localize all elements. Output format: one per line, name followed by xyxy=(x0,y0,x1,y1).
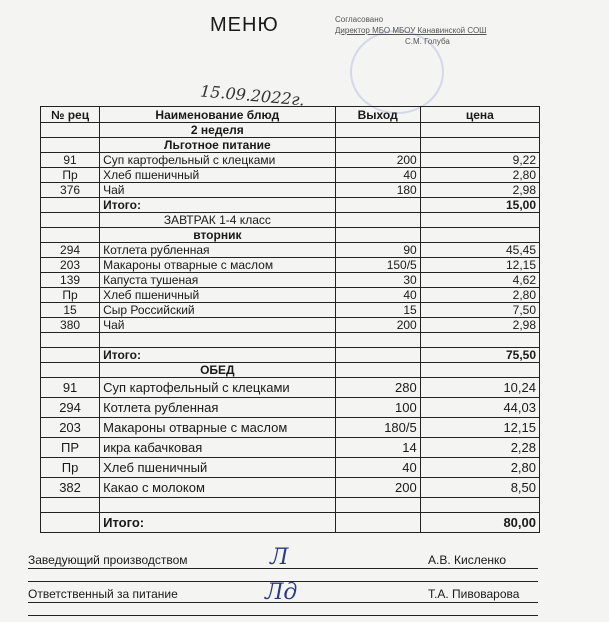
recipe-number: Пр xyxy=(41,288,100,303)
portion-output: 180 xyxy=(335,183,420,198)
recipe-number: 294 xyxy=(41,243,100,258)
recipe-number: 376 xyxy=(41,183,100,198)
table-row xyxy=(41,168,540,183)
section-title: ЗАВТРАК 1-4 класс xyxy=(100,213,335,228)
spacer-row xyxy=(41,498,540,513)
total-row xyxy=(41,348,540,363)
handwritten-signature: Л xyxy=(270,545,289,570)
dish-name: Капуста тушеная xyxy=(100,273,335,288)
table-row xyxy=(41,318,540,333)
col-header-name: Наименование блюд xyxy=(100,107,335,123)
total-value: 80,00 xyxy=(420,513,539,533)
col-header-price: цена xyxy=(420,107,539,123)
approval-line: С.М. Голуба xyxy=(405,37,450,46)
recipe-number: ПР xyxy=(41,438,100,458)
section-title: ОБЕД xyxy=(100,363,335,378)
table-row xyxy=(41,458,540,478)
portion-output: 180/5 xyxy=(335,418,420,438)
dish-name: Сыр Российский xyxy=(100,303,335,318)
table-row xyxy=(41,288,540,303)
week-label: 2 неделя xyxy=(100,123,335,138)
total-value: 75,50 xyxy=(420,348,539,363)
table-row xyxy=(41,183,540,198)
dish-price: 2,28 xyxy=(420,438,539,458)
dish-name: Чай xyxy=(100,183,335,198)
handwritten-date: 15.09.2022г. xyxy=(199,81,306,110)
portion-output: 40 xyxy=(335,288,420,303)
portion-output: 200 xyxy=(335,318,420,333)
dish-name: Хлеб пшеничный xyxy=(100,168,335,183)
total-value: 15,00 xyxy=(420,198,539,213)
dish-name: Макароны отварные с маслом xyxy=(100,418,335,438)
portion-output: 15 xyxy=(335,303,420,318)
dish-price: 10,24 xyxy=(420,378,539,398)
dish-price: 45,45 xyxy=(420,243,539,258)
signature-label: Ответственный за питание xyxy=(28,587,178,601)
signature-name: Т.А. Пивоварова xyxy=(428,587,520,601)
dish-price: 9,22 xyxy=(420,153,539,168)
table-row xyxy=(41,398,540,418)
dish-price: 2,80 xyxy=(420,168,539,183)
dish-name: Хлеб пшеничный xyxy=(100,458,335,478)
recipe-number: Пр xyxy=(41,168,100,183)
portion-output: 14 xyxy=(335,438,420,458)
spacer-row xyxy=(41,333,540,348)
approval-block xyxy=(335,14,535,47)
recipe-number: 91 xyxy=(41,153,100,168)
dish-price: 8,50 xyxy=(420,478,539,498)
dish-price: 12,15 xyxy=(420,258,539,273)
dish-price: 4,62 xyxy=(420,273,539,288)
approval-line: Директор МБО МБОУ Канавинской СОШ xyxy=(335,26,487,35)
dish-name: Макароны отварные с маслом xyxy=(100,258,335,273)
portion-output: 150/5 xyxy=(335,258,420,273)
table-row xyxy=(41,243,540,258)
dish-price: 2,98 xyxy=(420,318,539,333)
day-label: вторник xyxy=(100,228,335,243)
portion-output: 200 xyxy=(335,478,420,498)
col-header-output: Выход xyxy=(335,107,420,123)
recipe-number: 380 xyxy=(41,318,100,333)
dish-name: икра кабачковая xyxy=(100,438,335,458)
signature-name: А.В. Кисленко xyxy=(428,553,507,567)
table-row xyxy=(41,478,540,498)
table-row xyxy=(41,153,540,168)
section-title-row xyxy=(41,363,540,378)
portion-output: 40 xyxy=(335,168,420,183)
total-row xyxy=(41,513,540,533)
total-label: Итого: xyxy=(100,513,335,533)
portion-output: 30 xyxy=(335,273,420,288)
dish-name: Хлеб пшеничный xyxy=(100,288,335,303)
recipe-number: 139 xyxy=(41,273,100,288)
recipe-number: 203 xyxy=(41,258,100,273)
table-row xyxy=(41,418,540,438)
recipe-number: 203 xyxy=(41,418,100,438)
dish-price: 2,80 xyxy=(420,458,539,478)
approval-line: Согласовано xyxy=(335,15,384,24)
signature-label: Заведующий производством xyxy=(28,553,188,567)
section-title-row xyxy=(41,228,540,243)
dish-name: Котлета рубленная xyxy=(100,243,335,258)
section-title: Льготное питание xyxy=(100,138,335,153)
table-header-row xyxy=(41,107,540,123)
table-row xyxy=(41,258,540,273)
page-title: МЕНЮ xyxy=(210,14,279,36)
recipe-number: 91 xyxy=(41,378,100,398)
table-row xyxy=(41,303,540,318)
recipe-number: 294 xyxy=(41,398,100,418)
dish-price: 7,50 xyxy=(420,303,539,318)
dish-price: 2,98 xyxy=(420,183,539,198)
section-title-row xyxy=(41,123,540,138)
dish-name: Котлета рубленная xyxy=(100,398,335,418)
portion-output: 200 xyxy=(335,153,420,168)
table-row xyxy=(41,438,540,458)
dish-name: Какао с молоком xyxy=(100,478,335,498)
dish-price: 12,15 xyxy=(420,418,539,438)
recipe-number: Пр xyxy=(41,458,100,478)
menu-table xyxy=(40,106,540,533)
total-label: Итого: xyxy=(100,198,335,213)
recipe-number: 15 xyxy=(41,303,100,318)
dish-name: Суп картофельный с клецками xyxy=(100,153,335,168)
table-row xyxy=(41,273,540,288)
portion-output: 40 xyxy=(335,458,420,478)
portion-output: 100 xyxy=(335,398,420,418)
recipe-number: 382 xyxy=(41,478,100,498)
section-title-row xyxy=(41,138,540,153)
dish-name: Суп картофельный с клецками xyxy=(100,378,335,398)
dish-price: 44,03 xyxy=(420,398,539,418)
portion-output: 280 xyxy=(335,378,420,398)
section-title-row xyxy=(41,213,540,228)
handwritten-signature: Лд xyxy=(265,580,298,605)
table-row xyxy=(41,378,540,398)
portion-output: 90 xyxy=(335,243,420,258)
dish-name: Чай xyxy=(100,318,335,333)
col-header-number: № рец xyxy=(41,107,100,123)
total-label: Итого: xyxy=(100,348,335,363)
total-row xyxy=(41,198,540,213)
dish-price: 2,80 xyxy=(420,288,539,303)
